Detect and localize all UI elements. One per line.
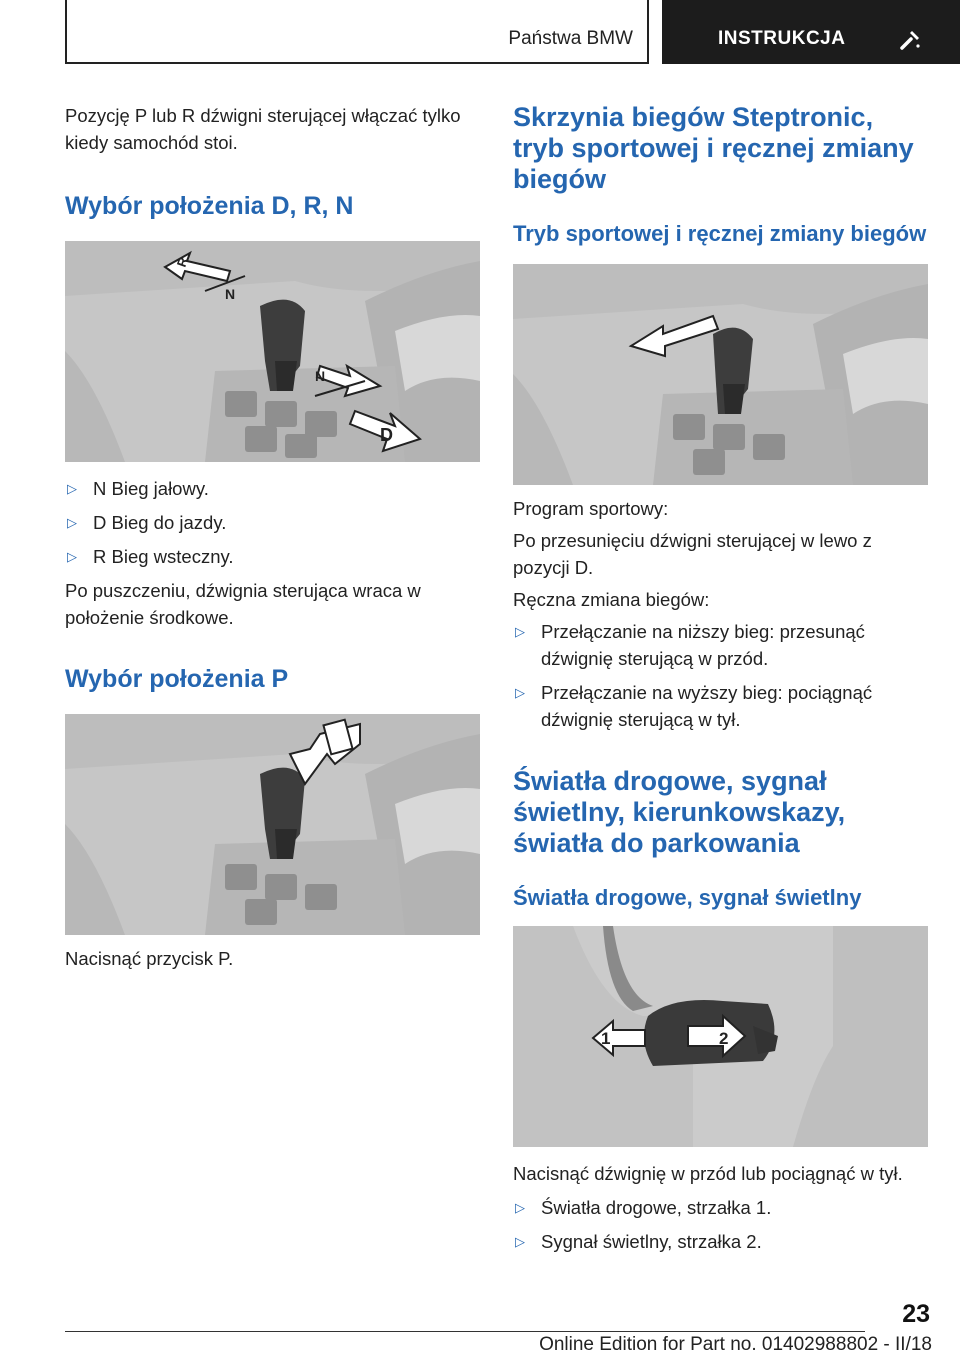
- subsection-title-sport: Tryb sportowej i ręcznej zmiany biegów: [513, 221, 927, 246]
- section-title-drn: Wybór położenia D, R, N: [65, 192, 354, 220]
- header-right-label: INSTRUKCJA: [718, 28, 846, 49]
- list-item: ▷ Sygnał świetlny, strzałka 2.: [513, 1228, 928, 1255]
- left-column: [65, 102, 480, 972]
- figure-label-2: 2: [719, 1029, 729, 1048]
- figure-gear-drn: [65, 241, 480, 462]
- sport-program-text: Po przesunięciu dźwigni sterującej w lewo z pozycji D.: [513, 530, 872, 578]
- triangle-bullet-icon: ▷: [67, 549, 77, 564]
- stalk-instruction-text: Nacisnąć dźwignię w przód lub pociągnąć w tył.: [513, 1163, 903, 1184]
- subsection-title-high-beam: Światła drogowe, sygnał świetlny: [513, 885, 862, 910]
- section-title-lights: Światła drogowe, sygnał świetlny, kierunkowskazy, światła do parkowania: [513, 766, 846, 858]
- section-title-steptronic: Skrzynia biegów Steptronic, tryb sportowej i ręcznej zmiany biegów: [513, 102, 914, 194]
- gear-bullet-list: [65, 475, 480, 570]
- sport-program-label: Program sportowy:: [513, 498, 669, 519]
- edition-text: Online Edition for Part no. 01402988802 - II/18: [539, 1334, 932, 1355]
- triangle-bullet-icon: ▷: [515, 685, 525, 700]
- header-left-tab: [65, 0, 649, 64]
- press-p-text: Nacisnąć przycisk P.: [65, 948, 234, 969]
- footer-divider: [65, 1331, 865, 1332]
- section-title-p: Wybór położenia P: [65, 665, 289, 693]
- list-item: ▷ Światła drogowe, strzałka 1.: [513, 1194, 928, 1221]
- figure-light-stalk: [513, 926, 928, 1147]
- triangle-bullet-icon: ▷: [67, 481, 77, 496]
- page-number: 23: [902, 1300, 930, 1328]
- figure-label-1: 1: [601, 1029, 611, 1048]
- triangle-bullet-icon: ▷: [515, 1234, 525, 1249]
- intro-text: Pozycję P lub R dźwigni sterującej włączać tylko kiedy samochód stoi.: [65, 105, 461, 153]
- release-note-text: Po puszczeniu, dźwignia sterująca wraca w położenie środkowe.: [65, 580, 421, 628]
- list-item: ▷ Przełączanie na niższy bieg: przesunąć dźwignię sterującą w przód.: [513, 618, 928, 672]
- list-item: ▷ R Bieg wsteczny.: [65, 543, 480, 570]
- figure-gear-p: [65, 714, 480, 935]
- lights-bullet-list: [513, 1194, 928, 1255]
- manual-bullet-list: [513, 618, 928, 733]
- figure-label-r: R: [173, 255, 192, 270]
- manual-shift-label: Ręczna zmiana biegów:: [513, 589, 710, 610]
- triangle-bullet-icon: ▷: [67, 515, 77, 530]
- figure-label-n2: N: [315, 368, 326, 384]
- triangle-bullet-icon: ▷: [515, 624, 525, 639]
- figure-gear-sport: [513, 264, 928, 485]
- figure-label-n1: N: [225, 286, 236, 302]
- figure-label-d: D: [380, 425, 393, 445]
- list-item: ▷ N Bieg jałowy.: [65, 475, 480, 502]
- header-left-label: Państwa BMW: [508, 28, 633, 49]
- list-item: ▷ Przełączanie na wyższy bieg: pociągnąć dźwignię sterującą w tył.: [513, 679, 928, 733]
- right-column: [513, 102, 928, 1255]
- list-item: ▷ D Bieg do jazdy.: [65, 509, 480, 536]
- wrench-icon: [898, 26, 924, 52]
- triangle-bullet-icon: ▷: [515, 1200, 525, 1215]
- header-right-tab: [662, 0, 960, 64]
